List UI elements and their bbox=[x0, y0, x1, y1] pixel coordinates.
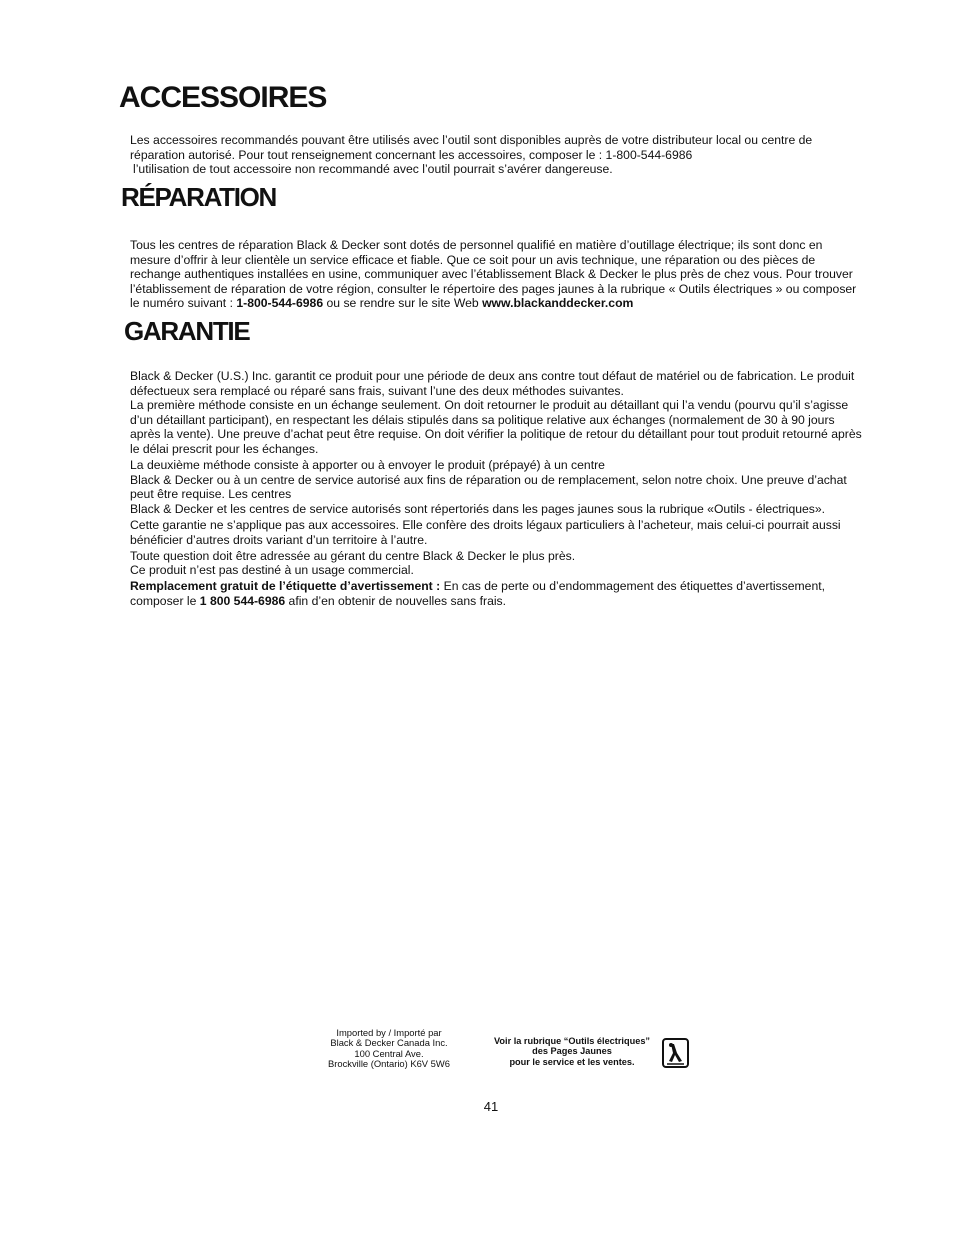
garantie-paragraph-8: Ce produit n’est pas destiné à un usage commercial. bbox=[130, 563, 414, 578]
garantie-paragraph-2: La première méthode consiste en un échange seulement. On doit retourner le produit au détaillant qui l’a vendu (pourvu qu’il s’agisse d’un détaillant participant), en respectant les délais stipulés dans sa politique relative aux échanges (normalement de 30 à 90 jours après la vente). Une preuve d’achat peut être requise. On doit vérifier la politique de retour du détaillant pour tout produit retourné après le délai prescrit pour les échanges. bbox=[130, 398, 862, 456]
importer-line: Brockville (Ontario) K6V 5W6 bbox=[328, 1058, 450, 1070]
garantie-paragraph-9 bbox=[130, 579, 865, 608]
garantie-paragraph-3: La deuxième méthode consiste à apporter ou à envoyer le produit (prépayé) à un centre bbox=[130, 458, 605, 473]
accessoires-paragraph-2: l’utilisation de tout accessoire non recommandé avec l’outil pourrait s’avérer dangereuse. bbox=[133, 162, 613, 177]
reparation-paragraph bbox=[130, 238, 865, 311]
garantie-paragraph-4: Black & Decker ou à un centre de service autorisé aux fins de réparation ou de remplacement, selon notre choix. Une preuve d’achat peut être requise. Les centres bbox=[130, 472, 847, 502]
yellow-pages-walking-fingers-icon bbox=[662, 1038, 689, 1068]
heading-garantie: GARANTIE bbox=[124, 316, 250, 346]
garantie-phone: 1 800 544-6986 bbox=[199, 593, 286, 608]
page-number: 41 bbox=[483, 1099, 499, 1114]
garantie-paragraph-6: Cette garantie ne s’applique pas aux accessoires. Elle confère des droits légaux particuliers à l’acheteur, mais celui-ci pourrait aussi bénéficier d’autres droits variant d’un territoire à l’autre. bbox=[130, 517, 841, 547]
heading-accessoires: ACCESSOIRES bbox=[119, 81, 327, 114]
yellow-pages-note bbox=[484, 1036, 660, 1067]
garantie-paragraph-1: Black & Decker (U.S.) Inc. garantit ce produit pour une période de deux ans contre tout défaut de matériel ou de fabrication. Le produit défectueux sera remplacé ou réparé sans frais, suivant l’une des deux méthodes suivantes. bbox=[130, 369, 855, 398]
importer-line: 100 Central Ave. bbox=[354, 1047, 424, 1059]
garantie-text-remplacement: En cas de perte ou d’endommagement des étiquettes d’avertissement, composer le bbox=[130, 579, 825, 608]
accessoires-paragraph-1: Les accessoires recommandés pouvant être utilisés avec l’outil sont disponibles auprès de votre distributeur local ou centre de réparation autorisé. Pour tout renseignement concernant les accessoires, composer le : 1-800-544-6986 bbox=[130, 133, 813, 162]
importer-line: Imported by / Importé par bbox=[336, 1027, 442, 1038]
yellow-pages-line: pour le service et les ventes. bbox=[509, 1056, 635, 1067]
importer-line: Black & Decker Canada Inc. bbox=[330, 1037, 448, 1049]
garantie-label-remplacement: Remplacement gratuit de l’étiquette d’avertissement : bbox=[130, 579, 444, 594]
yellow-pages-line: des Pages Jaunes bbox=[532, 1046, 612, 1057]
reparation-text: Tous les centres de réparation Black & Decker sont dotés de personnel qualifié en matière d’outillage électrique; ils sont donc en mesure d’offrir à leur clientèle un service efficace et fiable. Que ce soit pour un avis technique, une réparation ou des pièces de rechange authentiques installées en usine, communiquer avec l’établissement Black & Decker le plus près de chez vous. Pour trouver l’établissement de réparation de votre région, consulter le répertoire des pages jaunes à la rubrique « Outils électriques » ou composer le numéro suivant : bbox=[130, 238, 857, 311]
importer-address bbox=[318, 1028, 460, 1070]
garantie-section bbox=[130, 369, 865, 609]
yellow-pages-line: Voir la rubrique “Outils électriques” bbox=[493, 1036, 651, 1046]
accessoires-section bbox=[130, 133, 865, 177]
reparation-section bbox=[130, 238, 865, 311]
reparation-text-mid: ou se rendre sur le site Web bbox=[323, 296, 483, 311]
heading-reparation: RÉPARATION bbox=[121, 182, 277, 212]
garantie-paragraph-5: Black & Decker et les centres de service autorisés sont répertoriés dans les pages jaunes sous la rubrique «Outils - électriques». bbox=[130, 501, 826, 516]
reparation-website: www.blackanddecker.com bbox=[482, 296, 634, 311]
garantie-text-end: afin d’en obtenir de nouvelles sans frais. bbox=[285, 593, 507, 608]
garantie-paragraph-7: Toute question doit être adressée au gérant du centre Black & Decker le plus près. bbox=[130, 548, 576, 563]
reparation-phone: 1-800-544-6986 bbox=[236, 296, 324, 311]
